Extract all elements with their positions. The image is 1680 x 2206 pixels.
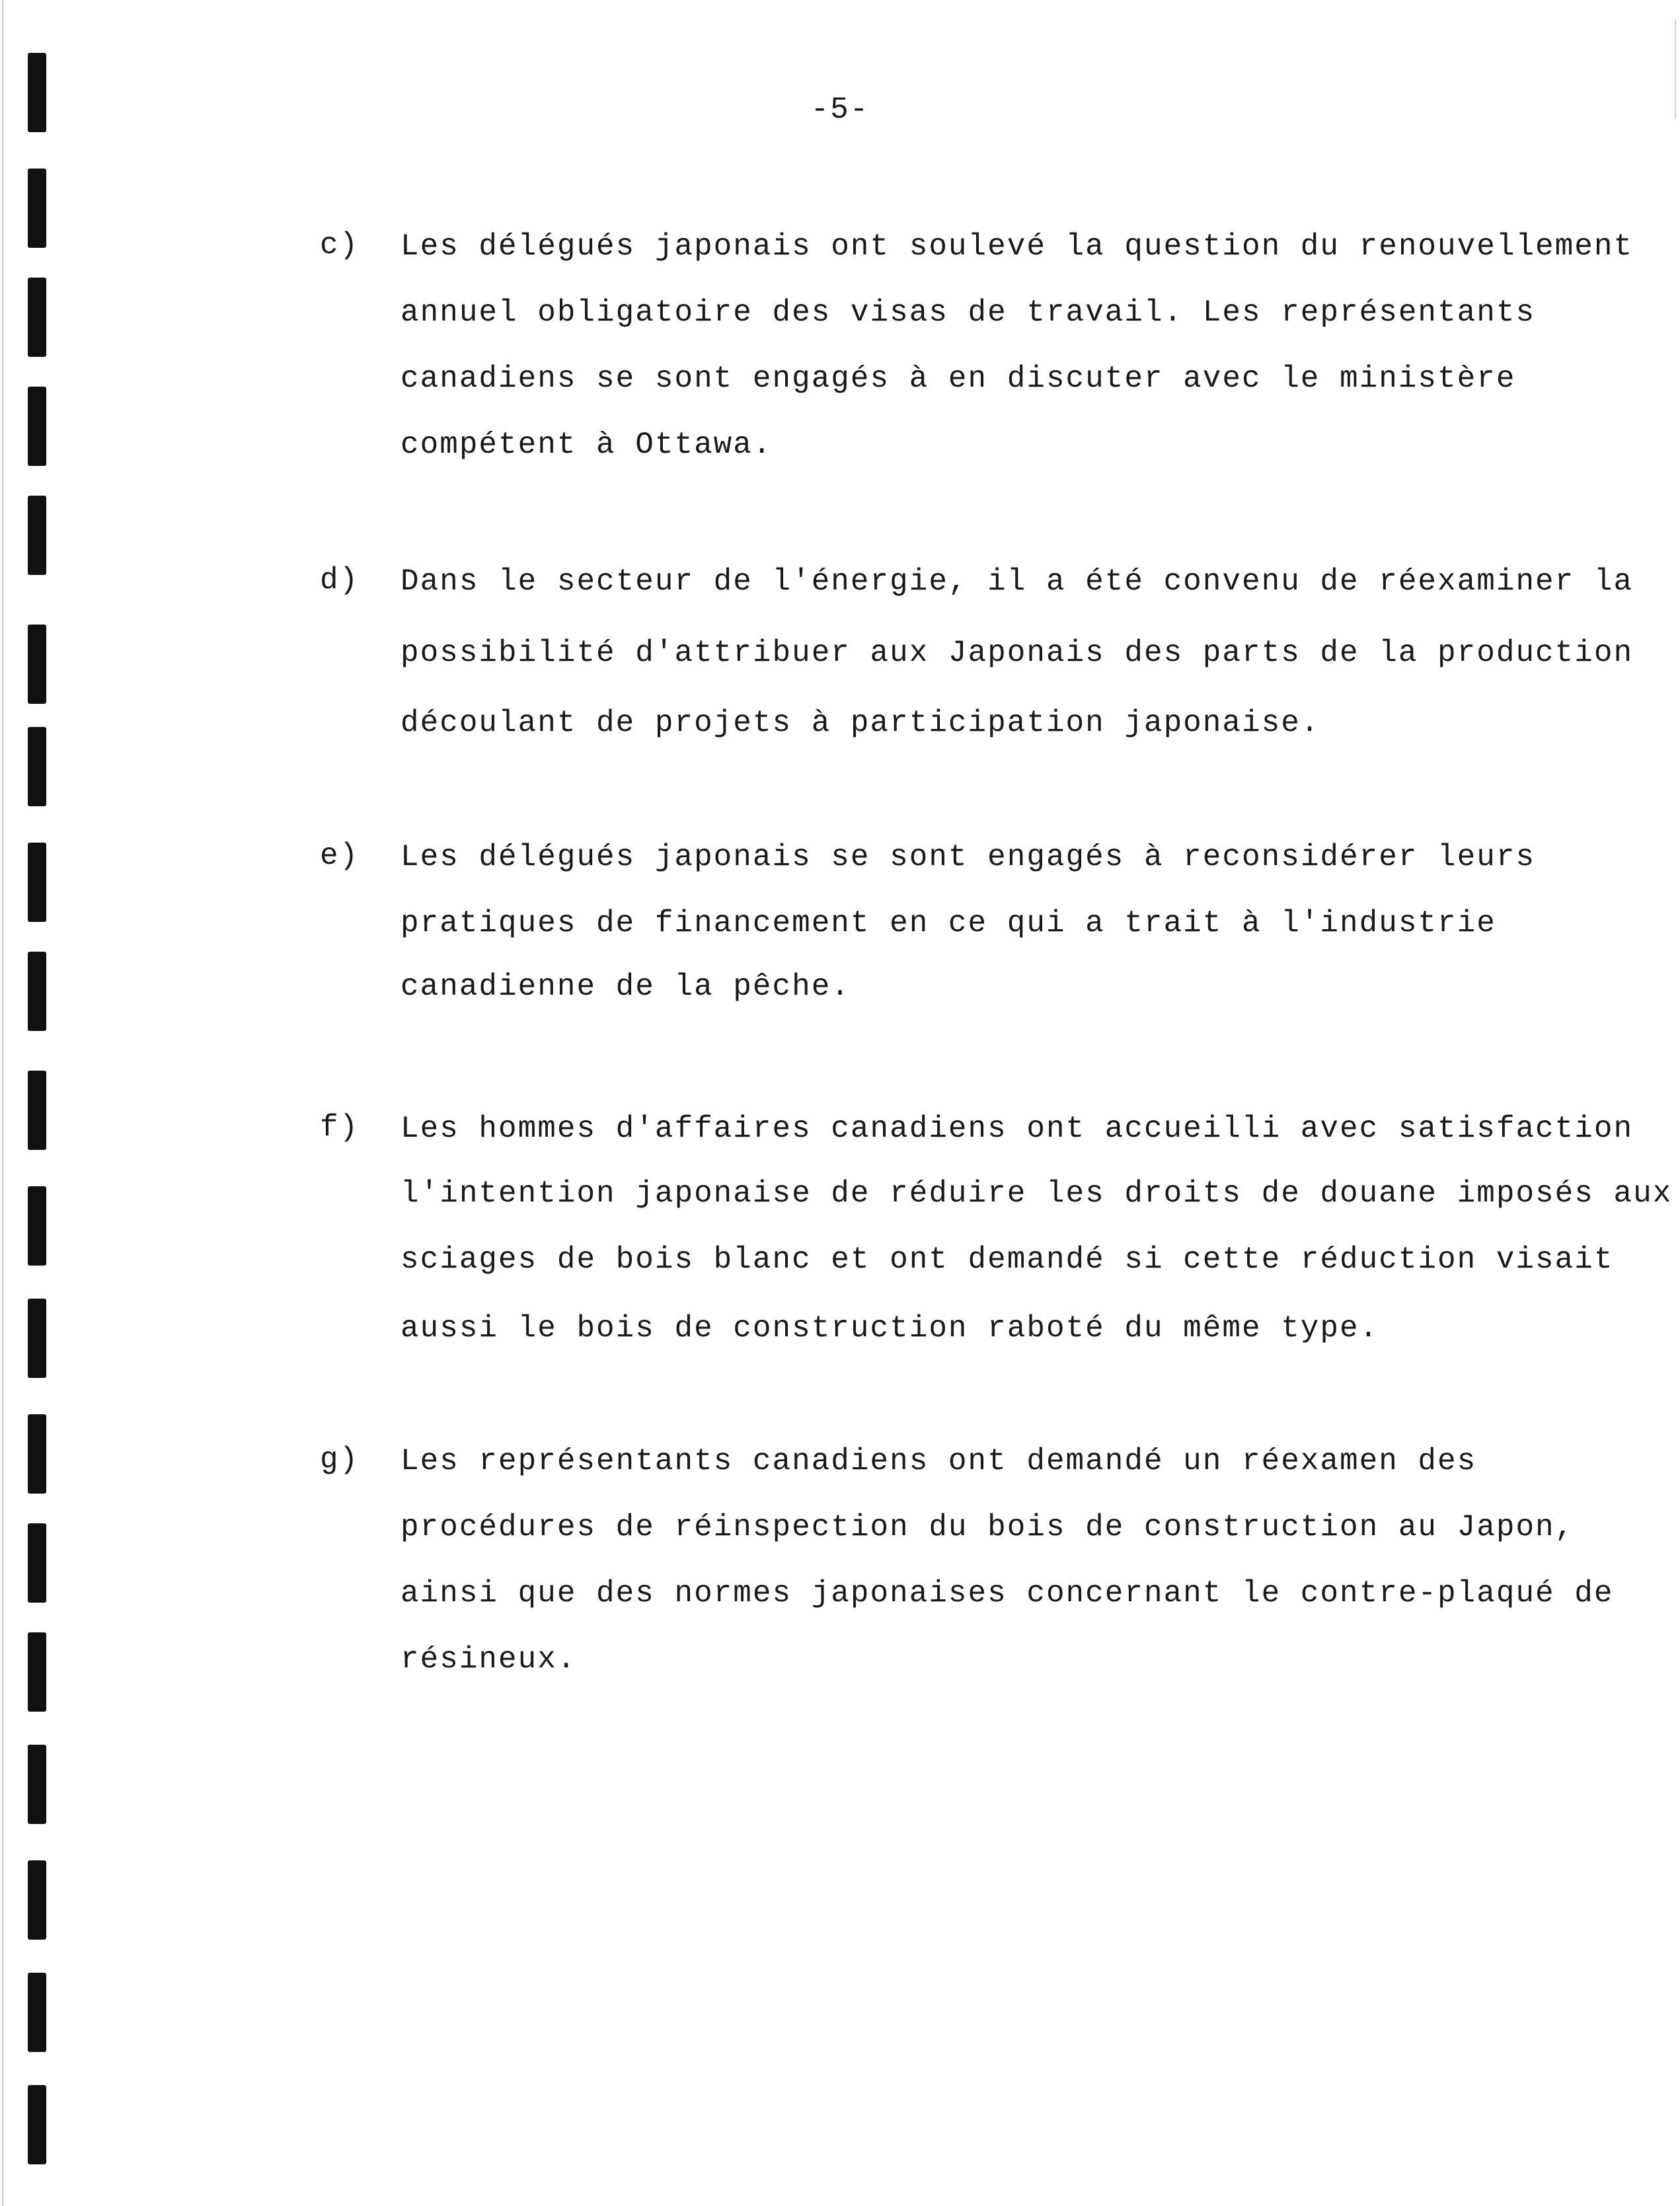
text-line: procédures de réinspection du bois de construction au Japon, — [401, 1510, 1575, 1544]
binding-mark — [28, 843, 46, 922]
text-line: canadienne de la pêche. — [401, 970, 851, 1004]
text-line: découlant de projets à participation japonaise. — [401, 706, 1320, 740]
binding-mark — [28, 1523, 46, 1603]
binding-mark — [28, 169, 46, 248]
page-number: -5- — [810, 93, 870, 127]
text-line: ainsi que des normes japonaises concernant le contre-plaqué de — [401, 1576, 1614, 1611]
binding-mark — [28, 625, 46, 704]
text-line: aussi le bois de construction raboté du même type. — [401, 1311, 1379, 1346]
binding-mark — [28, 1860, 46, 1940]
item-text — [401, 1110, 1673, 1376]
binding-mark — [28, 1186, 46, 1266]
text-line: sciages de bois blanc et ont demandé si cette réduction visait — [401, 1242, 1614, 1277]
text-line: Dans le secteur de l'énergie, il a été convenu de réexaminer la — [401, 564, 1634, 599]
text-line: canadiens se sont engagés à en discuter avec le ministère — [401, 361, 1516, 396]
binding-mark — [28, 1973, 46, 2052]
item-label: e) — [320, 839, 360, 873]
text-line: compétent à Ottawa. — [401, 428, 773, 462]
binding-mark — [28, 496, 46, 575]
binding-mark — [28, 1299, 46, 1378]
binding-mark — [28, 1414, 46, 1494]
text-line: possibilité d'attribuer aux Japonais des parts de la production — [401, 636, 1634, 670]
text-line: Les délégués japonais se sont engagés à reconsidérer leurs — [401, 840, 1536, 874]
binding-mark — [28, 727, 46, 806]
binding-mark — [28, 1632, 46, 1712]
item-text — [401, 1443, 1614, 1707]
item-text — [401, 563, 1634, 771]
item-label: g) — [320, 1443, 360, 1477]
item-label: d) — [320, 563, 360, 597]
binding-mark — [28, 952, 46, 1031]
binding-mark — [28, 387, 46, 466]
binding-mark — [28, 2085, 46, 2164]
binding-mark — [28, 1745, 46, 1824]
item-label: f) — [320, 1110, 360, 1145]
text-line: l'intention japonaise de réduire les droits de douane imposés aux — [401, 1176, 1673, 1211]
binding-mark — [28, 1071, 46, 1150]
item-text — [401, 228, 1634, 492]
text-line: Les représentants canadiens ont demandé un réexamen des — [401, 1444, 1477, 1478]
binding-mark — [28, 278, 46, 357]
item-text — [401, 839, 1577, 1034]
item-label: c) — [320, 228, 360, 262]
text-line: Les délégués japonais ont soulevé la question du renouvellement — [401, 229, 1634, 264]
text-line: pratiques de financement en ce qui a trait à l'industrie — [401, 906, 1496, 940]
text-line: Les hommes d'affaires canadiens ont accueilli avec satisfaction — [401, 1112, 1634, 1146]
text-line: annuel obligatoire des visas de travail. Les représentants — [401, 295, 1536, 330]
text-line: résineux. — [401, 1642, 577, 1677]
binding-marks — [0, 0, 79, 2206]
